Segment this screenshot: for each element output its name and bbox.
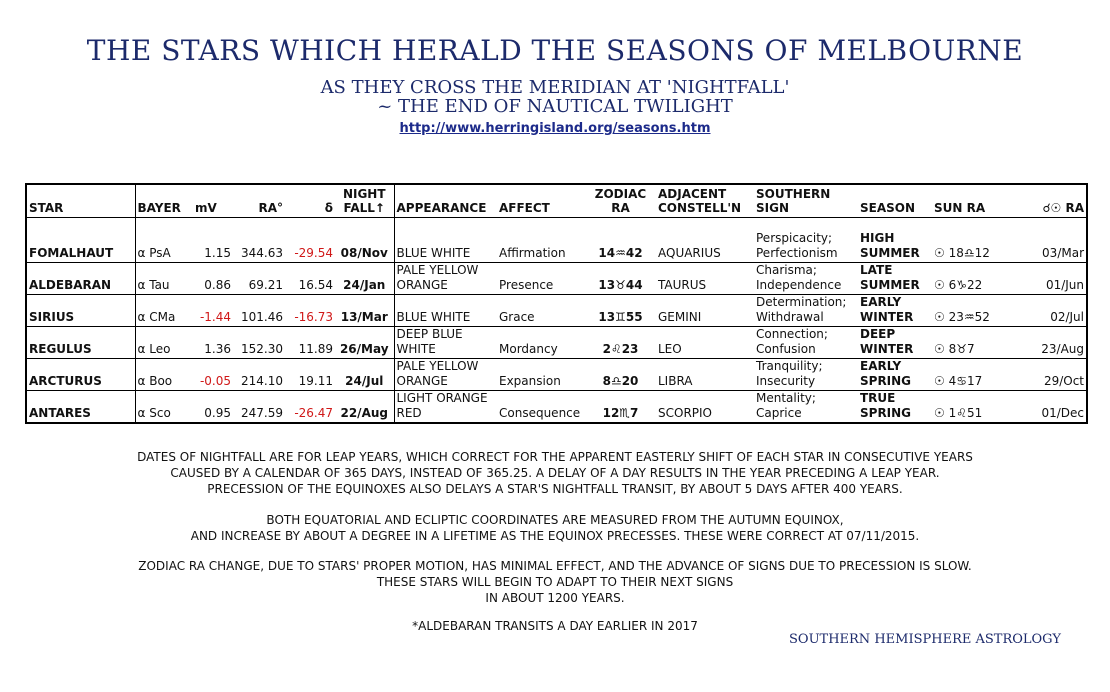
cell-adjacent: LEO bbox=[656, 327, 754, 359]
note-coordinates bbox=[0, 512, 1110, 544]
cell-zodiac-ra: 8♎20 bbox=[585, 359, 656, 391]
source-link[interactable]: http://www.herringisland.org/seasons.htm bbox=[399, 121, 711, 136]
cell-ra: 152.30 bbox=[233, 327, 285, 359]
cell-appearance: BLUE WHITE bbox=[394, 218, 497, 263]
cell-southern-sign: Determination; Withdrawal bbox=[754, 295, 858, 327]
cell-dec: 19.11 bbox=[285, 359, 335, 391]
cell-nightfall: 22/Aug bbox=[335, 391, 394, 424]
stars-table bbox=[25, 183, 1088, 424]
cell-bayer: α CMa bbox=[135, 295, 193, 327]
cell-conj-ra: 02/Jul bbox=[1012, 295, 1087, 327]
cell-zodiac-ra: 13♊55 bbox=[585, 295, 656, 327]
cell-nightfall: 13/Mar bbox=[335, 295, 394, 327]
cell-zodiac-ra: 12♏7 bbox=[602, 406, 639, 420]
cell-season: EARLY WINTER bbox=[858, 295, 932, 327]
table-row bbox=[26, 218, 1087, 263]
subtitle-line-2: ~ THE END OF NAUTICAL TWILIGHT bbox=[377, 96, 733, 117]
cell-affect: Grace bbox=[497, 295, 585, 327]
cell-season: HIGH SUMMER bbox=[858, 218, 932, 263]
header-mv: mV bbox=[193, 184, 233, 218]
cell-conj-ra: 01/Dec bbox=[1041, 406, 1084, 420]
cell-season: EARLY SPRING bbox=[858, 359, 932, 391]
cell-conj-ra: 23/Aug bbox=[1012, 327, 1087, 359]
cell-southern-sign: Charisma; Independence bbox=[754, 263, 858, 295]
cell-star: REGULUS bbox=[26, 327, 135, 359]
cell-mv: 1.36 bbox=[193, 327, 233, 359]
cell-dec: -29.54 bbox=[285, 218, 335, 263]
cell-season: DEEP WINTER bbox=[858, 327, 932, 359]
header-adjacent: ADJACENT CONSTELL'N bbox=[656, 184, 754, 218]
header-dec: δ bbox=[285, 184, 335, 218]
cell-ra: 214.10 bbox=[233, 359, 285, 391]
cell-nightfall: 08/Nov bbox=[335, 218, 394, 263]
header-nightfall: NIGHT FALL↑ bbox=[335, 184, 394, 218]
cell-appearance: LIGHT ORANGE RED bbox=[396, 391, 488, 420]
cell-ra: 247.59 bbox=[241, 406, 283, 420]
table-row bbox=[26, 263, 1087, 295]
footer-brand: SOUTHERN HEMISPHERE ASTROLOGY bbox=[789, 632, 1061, 647]
cell-ra: 101.46 bbox=[233, 295, 285, 327]
cell-star: SIRIUS bbox=[26, 295, 135, 327]
cell-affect: Expansion bbox=[497, 359, 585, 391]
cell-appearance: BLUE WHITE bbox=[394, 295, 497, 327]
header-ra: RA° bbox=[233, 184, 285, 218]
cell-star: ALDEBARAN bbox=[26, 263, 135, 295]
subtitle-line-1: AS THEY CROSS THE MERIDIAN AT 'NIGHTFALL' bbox=[320, 77, 790, 98]
note-line: DATES OF NIGHTFALL ARE FOR LEAP YEARS, WHICH CORRECT FOR THE APPARENT EASTERLY SHIFT OF EACH STAR IN CONSECUTIVE YEARS bbox=[137, 450, 973, 464]
cell-star: FOMALHAUT bbox=[26, 218, 135, 263]
header-season: SEASON bbox=[858, 184, 932, 218]
cell-sun-ra: ☉ 23♒52 bbox=[932, 295, 1012, 327]
cell-zodiac-ra: 13♉44 bbox=[585, 263, 656, 295]
cell-nightfall: 26/May bbox=[335, 327, 394, 359]
cell-zodiac-ra: 14♒42 bbox=[585, 218, 656, 263]
header-row bbox=[26, 184, 1087, 218]
cell-bayer: α Leo bbox=[135, 327, 193, 359]
header-sun-ra: SUN RA bbox=[932, 184, 1012, 218]
header-zodiac-ra: ZODIAC RA bbox=[585, 184, 656, 218]
cell-adjacent: SCORPIO bbox=[658, 406, 712, 420]
cell-dec: 11.89 bbox=[285, 327, 335, 359]
cell-dec: 16.54 bbox=[285, 263, 335, 295]
cell-southern-sign: Perspicacity; Perfectionism bbox=[754, 218, 858, 263]
cell-mv: -1.44 bbox=[193, 295, 233, 327]
cell-affect: Mordancy bbox=[497, 327, 585, 359]
cell-mv: 0.86 bbox=[193, 263, 233, 295]
cell-bayer: α Sco bbox=[137, 406, 171, 420]
cell-adjacent: GEMINI bbox=[656, 295, 754, 327]
cell-appearance: PALE YELLOW ORANGE bbox=[394, 359, 497, 391]
cell-bayer: α PsA bbox=[135, 218, 193, 263]
cell-conj-ra: 01/Jun bbox=[1012, 263, 1087, 295]
cell-mv: -0.05 bbox=[193, 359, 233, 391]
note-line: BOTH EQUATORIAL AND ECLIPTIC COORDINATES ARE MEASURED FROM THE AUTUMN EQUINOX, bbox=[266, 513, 844, 527]
cell-nightfall: 24/Jan bbox=[335, 263, 394, 295]
cell-nightfall: 24/Jul bbox=[335, 359, 394, 391]
cell-bayer: α Boo bbox=[135, 359, 193, 391]
cell-sun-ra: ☉ 1♌51 bbox=[934, 406, 983, 420]
cell-zodiac-ra: 2♌23 bbox=[585, 327, 656, 359]
table-row bbox=[26, 359, 1087, 391]
cell-bayer: α Tau bbox=[135, 263, 193, 295]
cell-season: LATE SUMMER bbox=[858, 263, 932, 295]
note-nightfall bbox=[0, 449, 1110, 497]
cell-adjacent: LIBRA bbox=[656, 359, 754, 391]
cell-sun-ra: ☉ 18♎12 bbox=[932, 218, 1012, 263]
cell-dec: -16.73 bbox=[285, 295, 335, 327]
cell-adjacent: AQUARIUS bbox=[656, 218, 754, 263]
header-affect: AFFECT bbox=[497, 184, 585, 218]
cell-star: ANTARES bbox=[26, 391, 135, 424]
table-row bbox=[26, 391, 1087, 424]
table-row bbox=[26, 295, 1087, 327]
cell-season: TRUE SPRING bbox=[860, 391, 912, 420]
note-line: PRECESSION OF THE EQUINOXES ALSO DELAYS A STAR'S NIGHTFALL TRANSIT, BY ABOUT 5 DAYS AFTER 400 YEARS. bbox=[207, 482, 903, 496]
cell-mv: 1.15 bbox=[193, 218, 233, 263]
note-line: IN ABOUT 1200 YEARS. bbox=[485, 591, 625, 605]
cell-mv: 0.95 bbox=[204, 406, 231, 420]
table-row bbox=[26, 327, 1087, 359]
cell-southern-sign: Mentality; Caprice bbox=[756, 391, 816, 420]
cell-affect: Consequence bbox=[499, 406, 581, 420]
cell-ra: 344.63 bbox=[233, 218, 285, 263]
cell-ra: 69.21 bbox=[233, 263, 285, 295]
cell-dec: -26.47 bbox=[294, 406, 333, 420]
note-line: THESE STARS WILL BEGIN TO ADAPT TO THEIR NEXT SIGNS bbox=[376, 575, 734, 589]
note-line: ZODIAC RA CHANGE, DUE TO STARS' PROPER MOTION, HAS MINIMAL EFFECT, AND THE ADVANCE OF SIGNS DUE TO PRECESSION IS SLOW. bbox=[138, 559, 972, 573]
cell-appearance: DEEP BLUE WHITE bbox=[394, 327, 497, 359]
header-southern-sign: SOUTHERN SIGN bbox=[754, 184, 858, 218]
cell-sun-ra: ☉ 4♋17 bbox=[932, 359, 1012, 391]
note-line: AND INCREASE BY ABOUT A DEGREE IN A LIFETIME AS THE EQUINOX PRECESSES. THESE WERE CORRECT AT 07/11/2015. bbox=[190, 529, 920, 543]
page-title: THE STARS WHICH HERALD THE SEASONS OF MELBOURNE bbox=[86, 34, 1024, 67]
cell-star: ARCTURUS bbox=[26, 359, 135, 391]
cell-appearance: PALE YELLOW ORANGE bbox=[394, 263, 497, 295]
cell-sun-ra: ☉ 8♉7 bbox=[932, 327, 1012, 359]
header-conj-ra: ☌☉ RA bbox=[1012, 184, 1087, 218]
cell-southern-sign: Connection; Confusion bbox=[754, 327, 858, 359]
note-zodiac bbox=[0, 558, 1110, 606]
cell-sun-ra: ☉ 6♑22 bbox=[932, 263, 1012, 295]
cell-conj-ra: 03/Mar bbox=[1012, 218, 1087, 263]
header-appearance: APPEARANCE bbox=[394, 184, 497, 218]
cell-affect: Affirmation bbox=[497, 218, 585, 263]
header-bayer: BAYER bbox=[135, 184, 193, 218]
cell-affect: Presence bbox=[497, 263, 585, 295]
cell-conj-ra: 29/Oct bbox=[1012, 359, 1087, 391]
note-line: CAUSED BY A CALENDAR OF 365 DAYS, INSTEAD OF 365.25. A DELAY OF A DAY RESULTS IN THE YEAR PRECEDING A LEAP YEAR. bbox=[170, 466, 940, 480]
cell-southern-sign: Tranquility; Insecurity bbox=[754, 359, 858, 391]
header-star: STAR bbox=[26, 184, 135, 218]
cell-adjacent: TAURUS bbox=[656, 263, 754, 295]
note-line: *ALDEBARAN TRANSITS A DAY EARLIER IN 2017 bbox=[412, 619, 698, 633]
